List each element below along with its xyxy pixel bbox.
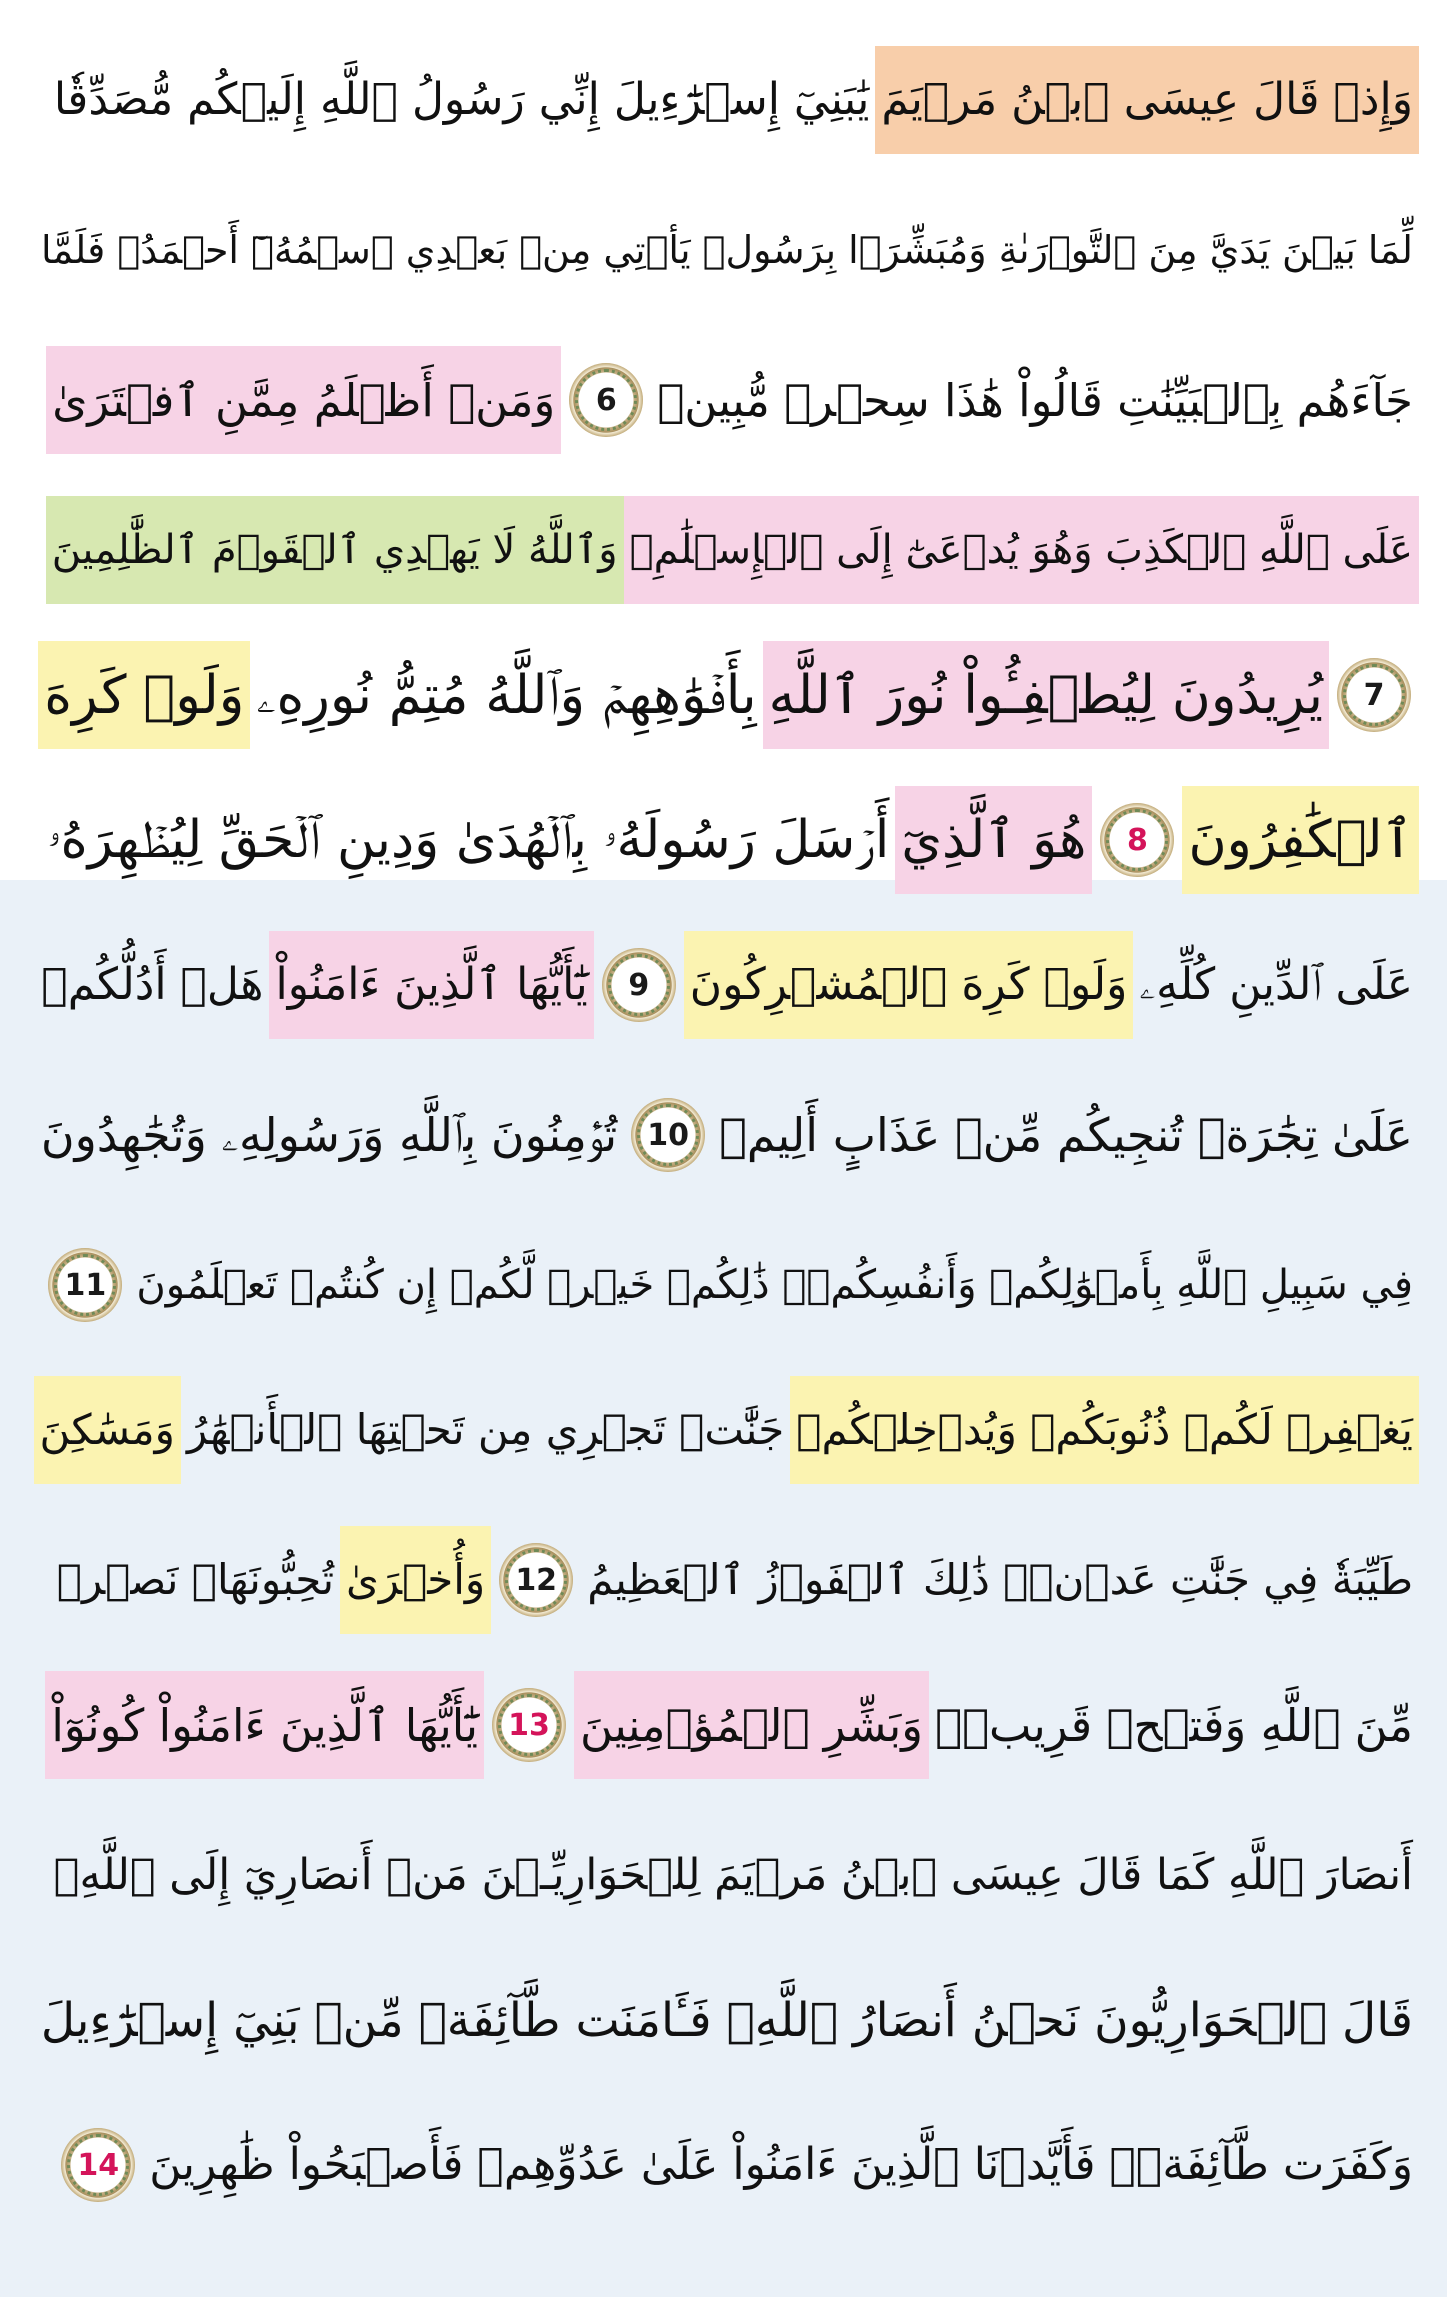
verse-text-segment: جَنَّٰتٖ تَجۡرِي مِن تَحۡتِهَا ٱلۡأَنۡهَٰرُ — [186, 1405, 785, 1454]
ayah-number: 7 — [1363, 677, 1385, 713]
ayah-end-marker-icon — [1100, 803, 1174, 877]
verse-text-segment: عَلَى ٱلدِّينِ كُلِّهِۦ — [1139, 959, 1413, 1010]
verse-text-segment: هَلۡ أَدُلُّكُمۡ — [41, 959, 264, 1010]
quran-line — [28, 325, 1419, 475]
ayah-end-marker-icon — [48, 1248, 122, 1322]
quran-line — [28, 175, 1419, 325]
quran-line — [28, 1650, 1419, 1800]
ayah-end-marker-icon — [602, 948, 676, 1022]
ayah-number: 12 — [515, 1562, 558, 1598]
highlighted-verse-segment: يُرِيدُونَ لِيُطۡفِـُٔواْ نُورَ ٱللَّهِ — [763, 641, 1329, 749]
ayah-number: 8 — [1127, 822, 1148, 858]
verse-text-segment: فِي سَبِيلِ ٱللَّهِ بِأَمۡوَٰلِكُمۡ وَأَنفُسِكُمۡۚ ذَٰلِكُمۡ خَيۡرٞ لَّكُمۡ إِن كُنتُمۡ تَعۡلَمُونَ — [136, 1262, 1413, 1308]
verse-text-segment: طَيِّبَةٗ فِي جَنَّٰتِ عَدۡنٖۚ ذَٰلِكَ ٱلۡفَوۡزُ ٱلۡعَظِيمُ — [587, 1555, 1413, 1604]
quran-line — [28, 1945, 1419, 2095]
verse-text-segment: أَرۡسَلَ رَسُولَهُۥ بِٱلۡهُدَىٰ وَدِينِ ٱلۡحَقِّ لِيُظۡهِرَهُۥ — [47, 810, 890, 870]
verse-text-segment: لِّمَا بَيۡنَ يَدَيَّ مِنَ ٱلتَّوۡرَىٰةِ وَمُبَشِّرَۢا بِرَسُولٖ يَأۡتِي مِنۢ بَعۡدِي ٱسۡمُهُۥٓ أَحۡمَدُۖ فَلَمَّا — [41, 228, 1413, 272]
highlighted-verse-segment: وَبَشِّرِ ٱلۡمُؤۡمِنِينَ — [574, 1671, 929, 1779]
highlighted-verse-segment: وَإِذۡ قَالَ عِيسَى ٱبۡنُ مَرۡيَمَ — [875, 46, 1419, 154]
ayah-number: 11 — [64, 1267, 107, 1303]
verse-text-segment: مِّنَ ٱللَّهِ وَفَتۡحٞ قَرِيبٞۗ — [935, 1698, 1413, 1752]
quran-line — [28, 910, 1419, 1060]
highlighted-verse-segment: عَلَى ٱللَّهِ ٱلۡكَذِبَ وَهُوَ يُدۡعَىٰٓ إِلَى ٱلۡإِسۡلَٰمِۚ — [624, 496, 1419, 604]
ayah-end-marker-icon — [61, 2128, 135, 2202]
ayah-end-marker-icon — [499, 1543, 573, 1617]
verse-text-segment: يَٰبَنِيٓ إِسۡرَٰٓءِيلَ إِنِّي رَسُولُ ٱللَّهِ إِلَيۡكُم مُّصَدِّقٗا — [53, 74, 870, 125]
ayah-end-marker-icon — [569, 363, 643, 437]
verse-text-segment: جَآءَهُم بِٱلۡبَيِّنَٰتِ قَالُواْ هَٰذَا سِحۡرٞ مُّبِينٞ — [657, 373, 1413, 427]
quran-line — [28, 475, 1419, 625]
quran-line — [28, 25, 1419, 175]
verse-text-segment: تُؤۡمِنُونَ بِٱللَّهِ وَرَسُولِهِۦ وَتُجَٰهِدُونَ — [40, 1108, 618, 1162]
highlighted-verse-segment: وَلَوۡ كَرِهَ — [38, 641, 250, 749]
verse-text-segment: تُحِبُّونَهَاۖ نَصۡرٞ — [56, 1555, 335, 1604]
quran-line — [28, 1505, 1419, 1655]
verse-text-segment: أَنصَارَ ٱللَّهِ كَمَا قَالَ عِيسَى ٱبۡنُ مَرۡيَمَ لِلۡحَوَارِيِّـۧنَ مَنۡ أَنصَارِيٓ إِلَى ٱللَّهِۖ — [53, 1849, 1413, 1900]
ayah-number: 13 — [508, 1707, 550, 1743]
highlighted-verse-segment: وَٱللَّهُ لَا يَهۡدِي ٱلۡقَوۡمَ ٱلظَّٰلِمِينَ — [46, 496, 624, 604]
quran-line — [28, 1800, 1419, 1950]
ayah-end-marker-icon — [631, 1098, 705, 1172]
quran-line — [28, 620, 1419, 770]
verse-text-segment: بِأَفۡوَٰهِهِمۡ وَٱللَّهُ مُتِمُّ نُورِهِۦ — [256, 664, 757, 726]
quran-line — [28, 1210, 1419, 1360]
ayah-number: 9 — [628, 967, 650, 1003]
highlighted-verse-segment: يَٰٓأَيُّهَا ٱلَّذِينَ ءَامَنُواْ — [269, 931, 593, 1039]
verse-text-segment: قَالَ ٱلۡحَوَارِيُّونَ نَحۡنُ أَنصَارُ ٱللَّهِۖ فَـَٔامَنَت طَّآئِفَةٞ مِّنۢ بَنِيٓ إِسۡرَٰٓءِيلَ — [40, 1992, 1413, 2048]
verse-text-segment: عَلَىٰ تِجَٰرَةٖ تُنجِيكُم مِّنۡ عَذَابٍ أَلِيمٖ — [719, 1108, 1413, 1162]
quran-line — [28, 765, 1419, 915]
quran-line — [28, 1355, 1419, 1505]
quran-line — [28, 1060, 1419, 1210]
verse-text-segment: وَكَفَرَت طَّآئِفَةٞۖ فَأَيَّدۡنَا ٱلَّذِينَ ءَامَنُواْ عَلَىٰ عَدُوِّهِمۡ فَأَصۡبَحُواْ ظَٰهِرِينَ — [149, 2139, 1413, 2190]
ayah-end-marker-icon — [1337, 658, 1411, 732]
ayah-number: 14 — [77, 2147, 120, 2183]
quran-line — [28, 2090, 1419, 2240]
highlighted-verse-segment: يَغۡفِرۡ لَكُمۡ ذُنُوبَكُمۡ وَيُدۡخِلۡكُمۡ — [790, 1376, 1419, 1484]
highlighted-verse-segment: وَمَسَٰكِنَ — [34, 1376, 181, 1484]
ayah-number: 6 — [595, 382, 617, 418]
highlighted-verse-segment: وَلَوۡ كَرِهَ ٱلۡمُشۡرِكُونَ — [684, 931, 1134, 1039]
highlighted-verse-segment: هُوَ ٱلَّذِيٓ — [895, 786, 1092, 894]
ayah-number: 10 — [647, 1117, 690, 1153]
highlighted-verse-segment: يَٰٓأَيُّهَا ٱلَّذِينَ ءَامَنُواْ كُونُوٓاْ — [45, 1671, 484, 1779]
highlighted-verse-segment: ٱلۡكَٰفِرُونَ — [1182, 786, 1419, 894]
ayah-end-marker-icon — [492, 1688, 566, 1762]
highlighted-verse-segment: وَمَنۡ أَظۡلَمُ مِمَّنِ ٱفۡتَرَىٰ — [46, 346, 561, 454]
highlighted-verse-segment: وَأُخۡرَىٰ — [340, 1526, 491, 1634]
